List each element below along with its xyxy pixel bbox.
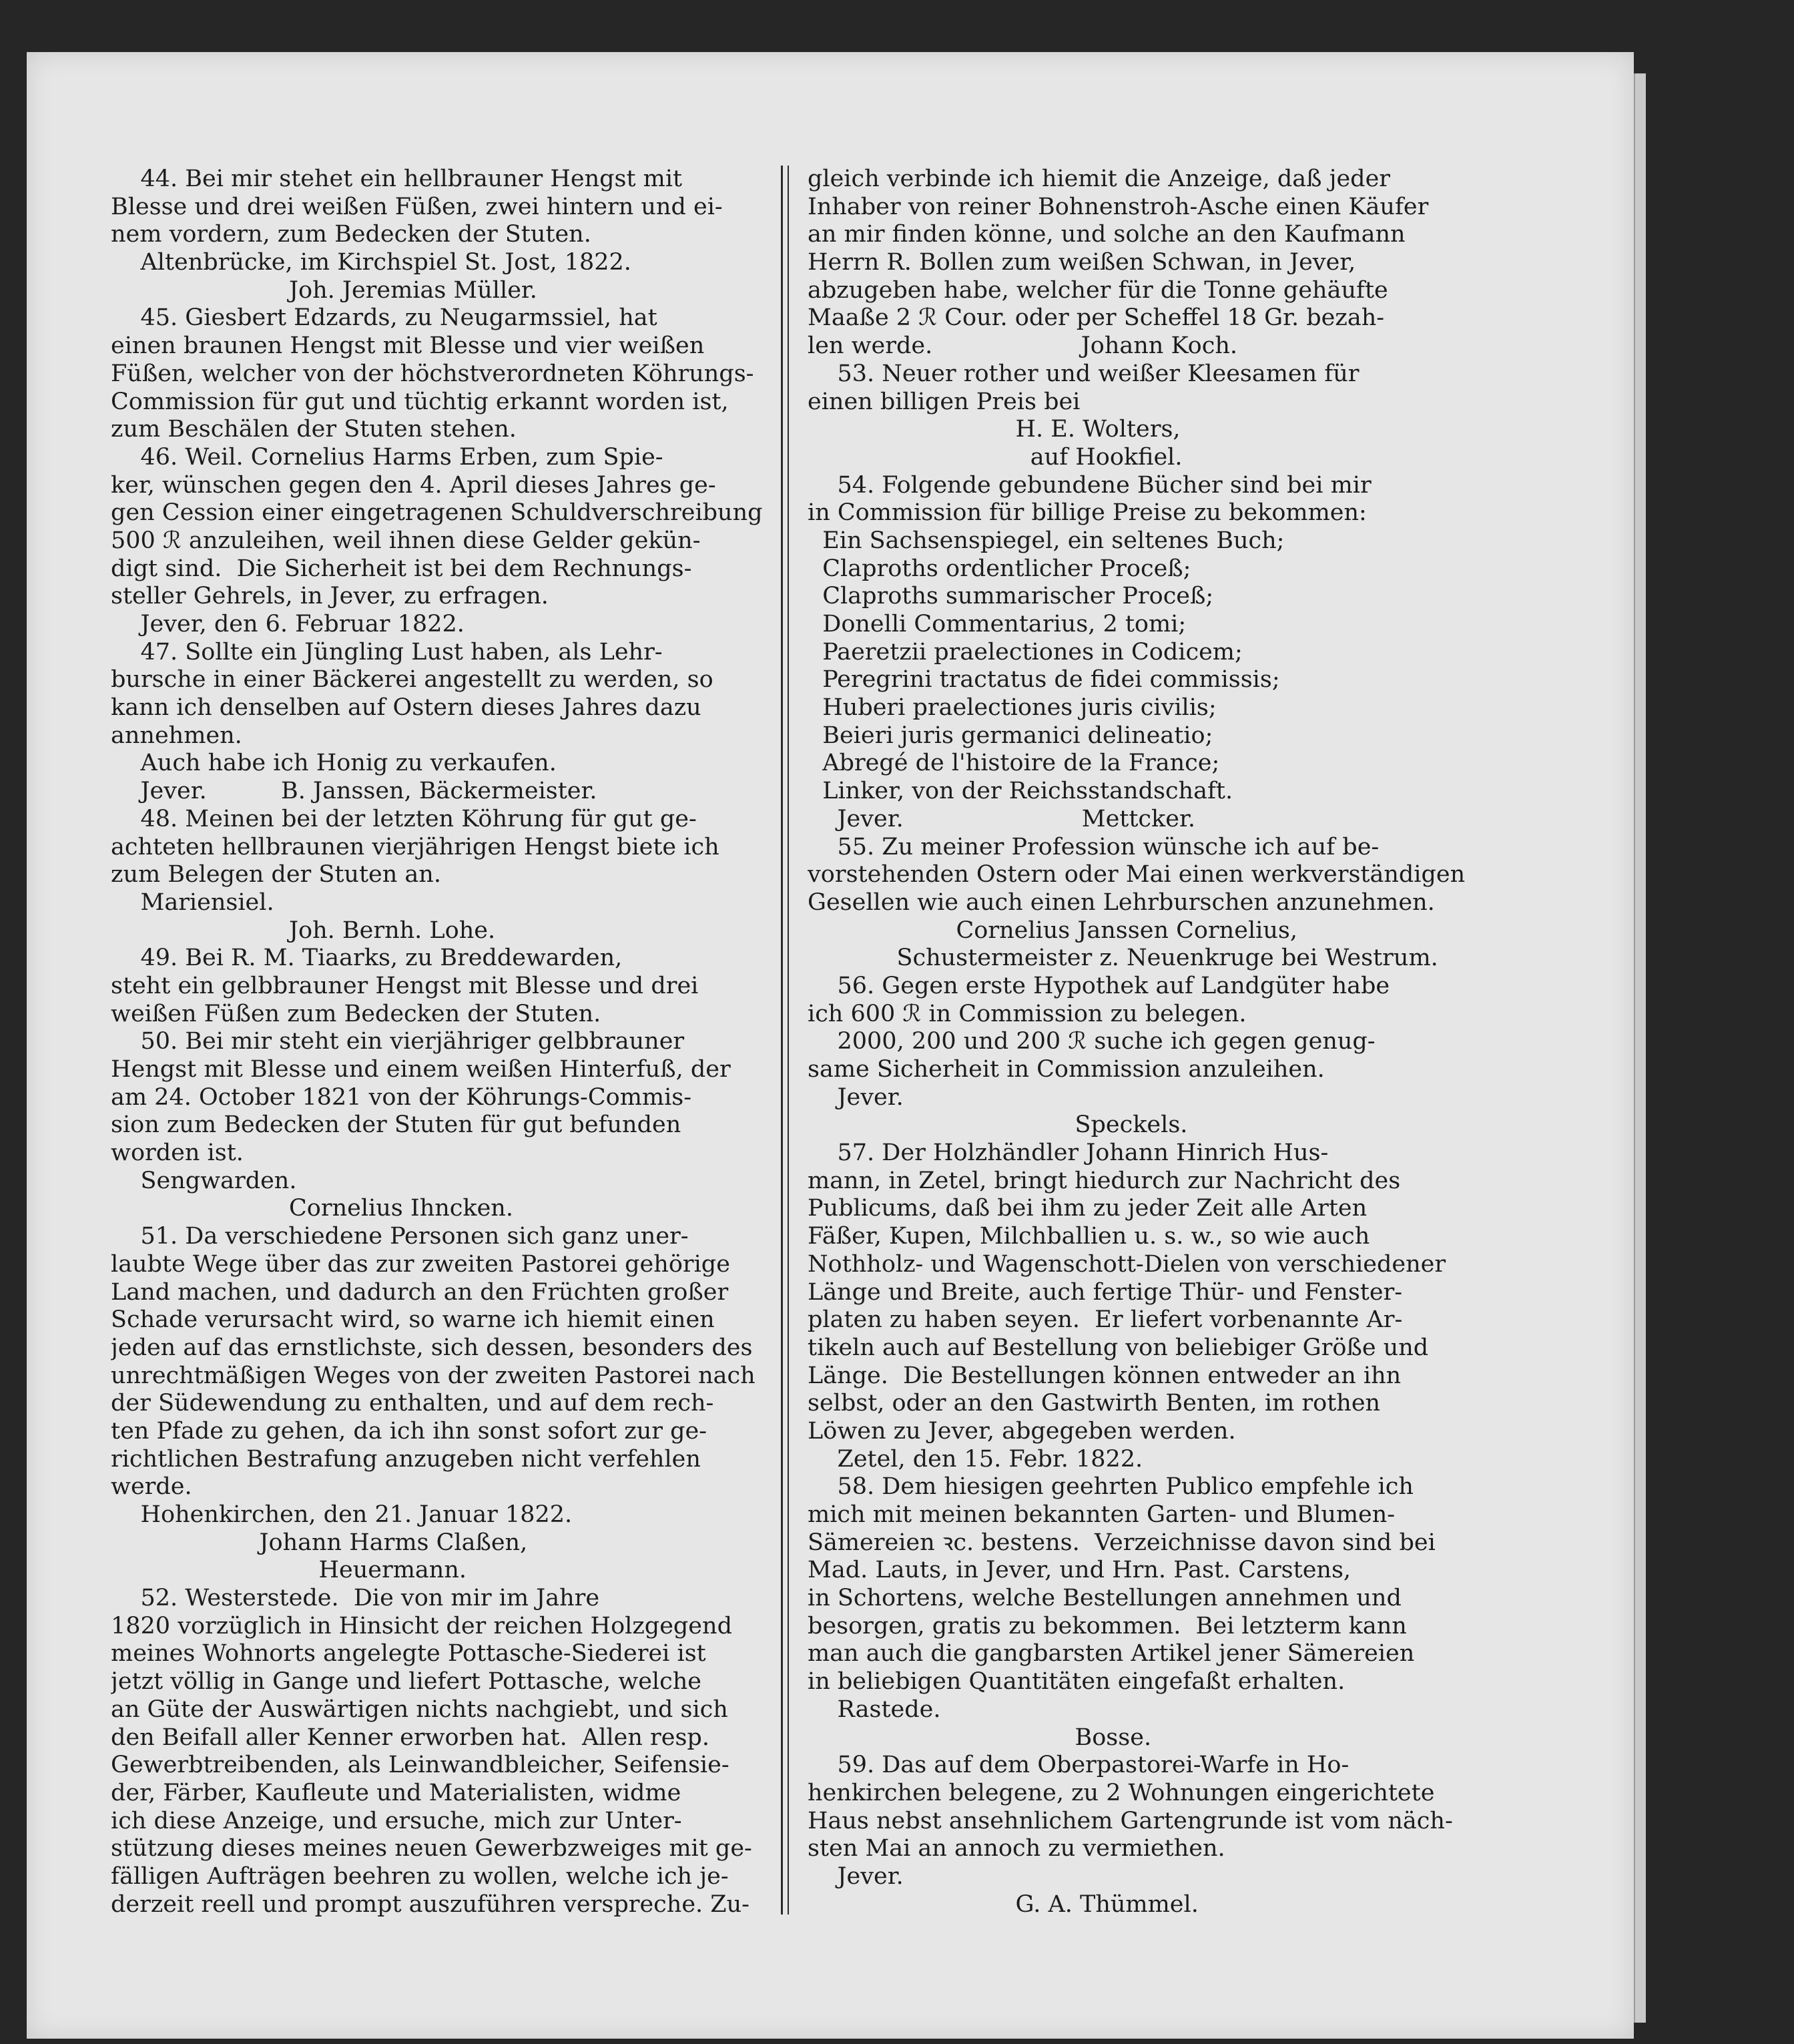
text-line: Joh. Bernh. Lohe. bbox=[111, 917, 496, 944]
text-line: der, Färber, Kaufleute und Materialisten, widme bbox=[111, 1779, 681, 1806]
text-line: Jever. bbox=[808, 1862, 904, 1890]
text-line: nem vordern, zum Bedecken der Stuten. bbox=[111, 221, 591, 248]
text-line: Haus nebst ansehnlichem Gartengrunde ist vom näch- bbox=[808, 1807, 1453, 1834]
text-line: 57. Der Holzhändler Johann Hinrich Hus- bbox=[808, 1139, 1329, 1167]
text-line: Publicums, daß bei ihm zu jeder Zeit alle Arten bbox=[808, 1195, 1368, 1222]
text-line: an Güte der Auswärtigen nichts nachgiebt, und sich bbox=[111, 1696, 728, 1723]
text-line: weißen Füßen zum Bedecken der Stuten. bbox=[111, 1000, 601, 1027]
text-line: vorstehenden Ostern oder Mai einen werkverständigen bbox=[808, 861, 1466, 888]
text-line: Peregrini tractatus de fidei commissis; bbox=[808, 666, 1280, 694]
text-line: Cornelius Ihncken. bbox=[111, 1195, 513, 1222]
text-line: 45. Giesbert Edzards, zu Neugarmssiel, hat bbox=[111, 304, 657, 332]
text-line: man auch die gangbarsten Artikel jener Sämereien bbox=[808, 1640, 1415, 1668]
text-line: G. A. Thümmel. bbox=[808, 1890, 1199, 1918]
text-line: Rastede. bbox=[808, 1696, 941, 1723]
text-line: Auch habe ich Honig zu verkaufen. bbox=[111, 750, 557, 777]
text-line: Heuermann. bbox=[111, 1557, 467, 1584]
text-line: sion zum Bedecken der Stuten für gut befunden bbox=[111, 1111, 681, 1139]
text-line: Johann Harms Claßen, bbox=[111, 1529, 528, 1556]
text-line: in beliebigen Quantitäten eingefaßt erhalten. bbox=[808, 1668, 1346, 1696]
text-line: Abregé de l'histoire de la France; bbox=[808, 750, 1220, 777]
text-line: zum Beschälen der Stuten stehen. bbox=[111, 416, 517, 443]
text-line: worden ist. bbox=[111, 1139, 244, 1167]
text-line: gleich verbinde ich hiemit die Anzeige, daß jeder bbox=[808, 166, 1391, 192]
text-line: Mariensiel. bbox=[111, 888, 274, 916]
text-line: 55. Zu meiner Profession wünsche ich auf be- bbox=[808, 833, 1380, 860]
text-line: 54. Folgende gebundene Bücher sind bei mir bbox=[808, 471, 1372, 499]
text-line: Commission für gut und tüchtig erkannt worden ist, bbox=[111, 388, 729, 415]
text-line: len werde. Johann Koch. bbox=[808, 332, 1237, 360]
text-line: 47. Sollte ein Jüngling Lust haben, als Lehr- bbox=[111, 638, 663, 666]
text-line: mann, in Zetel, bringt hiedurch zur Nachricht des bbox=[808, 1167, 1401, 1194]
text-line: Maaße 2 ℛ Cour. oder per Scheffel 18 Gr. bezah- bbox=[808, 304, 1385, 332]
column-rule bbox=[781, 166, 783, 1914]
text-line: in Schortens, welche Bestellungen annehmen und bbox=[808, 1585, 1402, 1612]
text-line: derzeit reell und prompt auszuführen verspreche. Zu- bbox=[111, 1890, 750, 1918]
text-line: same Sicherheit in Commission anzuleihen. bbox=[808, 1056, 1325, 1083]
text-line: auf Hookfiel. bbox=[808, 443, 1183, 471]
text-line: stützung dieses meines neuen Gewerbzweiges mit ge- bbox=[111, 1835, 752, 1862]
text-line: sten Mai an annoch zu vermiethen. bbox=[808, 1835, 1225, 1862]
text-line: unrechtmäßigen Weges von der zweiten Pastorei nach bbox=[111, 1362, 756, 1389]
text-line: gen Cession einer eingetragenen Schuldverschreibung bbox=[111, 499, 763, 527]
text-line: Linker, von der Reichsstandschaft. bbox=[808, 778, 1233, 805]
text-line: Bosse. bbox=[808, 1724, 1152, 1751]
text-line: Zetel, den 15. Febr. 1822. bbox=[808, 1445, 1143, 1473]
text-line: 58. Dem hiesigen geehrten Publico empfehle ich bbox=[808, 1473, 1414, 1501]
text-line: Blesse und drei weißen Füßen, zwei hintern und ei- bbox=[111, 193, 723, 220]
text-line: 59. Das auf dem Oberpastorei-Warfe in Ho- bbox=[808, 1752, 1350, 1779]
text-line: Fäßer, Kupen, Milchballien u. s. w., so wie auch bbox=[808, 1223, 1370, 1250]
text-line: Hengst mit Blesse und einem weißen Hinterfuß, der bbox=[111, 1056, 731, 1083]
text-line: Jever. B. Janssen, Bäckermeister. bbox=[111, 778, 597, 805]
text-line: einen braunen Hengst mit Blesse und vier weißen bbox=[111, 332, 705, 360]
text-line: bursche in einer Bäckerei angestellt zu werden, so bbox=[111, 666, 713, 694]
text-line: Mad. Lauts, in Jever, und Hrn. Past. Carstens, bbox=[808, 1557, 1352, 1584]
text-line: besorgen, gratis zu bekommen. Bei letzterm kann bbox=[808, 1612, 1407, 1639]
text-line: richtlichen Bestrafung anzugeben nicht verfehlen bbox=[111, 1445, 701, 1473]
text-line: Joh. Jeremias Müller. bbox=[111, 276, 537, 304]
text-line: ker, wünschen gegen den 4. April dieses Jahres ge- bbox=[111, 471, 716, 499]
text-line: Schustermeister z. Neuenkruge bei Westrum. bbox=[808, 945, 1438, 972]
text-line: Hohenkirchen, den 21. Januar 1822. bbox=[111, 1501, 573, 1528]
text-line: 48. Meinen bei der letzten Köhrung für gut ge- bbox=[111, 805, 697, 832]
text-line: 51. Da verschiedene Personen sich ganz uner- bbox=[111, 1223, 689, 1250]
text-line: 500 ℛ anzuleihen, weil ihnen diese Gelder gekün- bbox=[111, 527, 701, 554]
text-line: Füßen, welcher von der höchstverordneten Köhrungs- bbox=[111, 360, 754, 387]
text-line: kann ich denselben auf Ostern dieses Jahres dazu bbox=[111, 694, 701, 722]
text-line: H. E. Wolters, bbox=[808, 416, 1181, 443]
text-line: selbst, oder an den Gastwirth Benten, im rothen bbox=[808, 1390, 1381, 1417]
text-line: Cornelius Janssen Cornelius, bbox=[808, 917, 1297, 944]
text-line: fälligen Aufträgen beehren zu wollen, welche ich je- bbox=[111, 1862, 729, 1890]
text-line: werde. bbox=[111, 1473, 192, 1501]
text-line: mich mit meinen bekannten Garten- und Blumen- bbox=[808, 1501, 1396, 1528]
text-line: Länge und Breite, auch fertige Thür- und Fenster- bbox=[808, 1278, 1403, 1306]
right-column bbox=[808, 166, 1468, 1919]
page-edge bbox=[1634, 73, 1646, 2023]
left-column bbox=[111, 166, 765, 1919]
text-line: an mir finden könne, und solche an den Kaufmann bbox=[808, 221, 1406, 248]
text-line: Gesellen wie auch einen Lehrburschen anzunehmen. bbox=[808, 888, 1435, 916]
text-line: Land machen, und dadurch an den Früchten großer bbox=[111, 1278, 729, 1306]
text-line: Beieri juris germanici delineatio; bbox=[808, 722, 1213, 749]
text-line: Sengwarden. bbox=[111, 1167, 297, 1194]
text-line: Claproths summarischer Proceß; bbox=[808, 583, 1214, 610]
text-line: Jever, den 6. Februar 1822. bbox=[111, 611, 465, 637]
text-line: Schade verursacht wird, so warne ich hiemit einen bbox=[111, 1306, 715, 1334]
text-line: 1820 vorzüglich in Hinsicht der reichen Holzgegend bbox=[111, 1612, 732, 1639]
text-line: Jever. bbox=[808, 1083, 904, 1111]
text-line: Länge. Die Bestellungen können entweder an ihn bbox=[808, 1362, 1402, 1389]
text-line: 46. Weil. Cornelius Harms Erben, zum Spie- bbox=[111, 443, 663, 471]
text-line: zum Belegen der Stuten an. bbox=[111, 861, 441, 888]
text-line: Herrn R. Bollen zum weißen Schwan, in Jever, bbox=[808, 249, 1356, 276]
text-line: der Südewendung zu enthalten, und auf dem rech- bbox=[111, 1390, 714, 1417]
text-line: Jever. Mettcker. bbox=[808, 805, 1195, 832]
text-line: Donelli Commentarius, 2 tomi; bbox=[808, 611, 1187, 637]
text-line: am 24. October 1821 von der Köhrungs-Commis- bbox=[111, 1083, 692, 1111]
text-line: digt sind. Die Sicherheit ist bei dem Rechnungs- bbox=[111, 555, 692, 582]
text-line: annehmen. bbox=[111, 722, 242, 749]
text-line: Ein Sachsenspiegel, ein seltenes Buch; bbox=[808, 527, 1285, 554]
text-line: tikeln auch auf Bestellung von beliebiger Größe und bbox=[808, 1334, 1429, 1361]
text-line: achteten hellbraunen vierjährigen Hengst biete ich bbox=[111, 833, 719, 860]
text-line: 49. Bei R. M. Tiaarks, zu Breddewarden, bbox=[111, 945, 623, 972]
text-line: 50. Bei mir steht ein vierjähriger gelbbrauner bbox=[111, 1028, 685, 1055]
text-line: Paeretzii praelectiones in Codicem; bbox=[808, 638, 1243, 666]
text-line: jetzt völlig in Gange und liefert Pottasche, welche bbox=[111, 1668, 701, 1696]
text-line: Altenbrücke, im Kirchspiel St. Jost, 1822. bbox=[111, 249, 631, 276]
text-line: Claproths ordentlicher Proceß; bbox=[808, 555, 1191, 582]
text-line: Inhaber von reiner Bohnenstroh-Asche einen Käufer bbox=[808, 193, 1429, 220]
text-line: Huberi praelectiones juris civilis; bbox=[808, 694, 1217, 722]
text-line: platen zu haben seyen. Er liefert vorbenannte Ar- bbox=[808, 1306, 1403, 1334]
text-line: Sämereien ꝛc. bestens. Verzeichnisse davon sind bei bbox=[808, 1529, 1436, 1556]
text-line: ich diese Anzeige, und ersuche, mich zur Unter- bbox=[111, 1807, 682, 1834]
text-line: den Beifall aller Kenner erworben hat. Allen resp. bbox=[111, 1724, 709, 1751]
text-line: Nothholz- und Wagenschott-Dielen von verschiedener bbox=[808, 1250, 1446, 1278]
text-line: 56. Gegen erste Hypothek auf Landgüter habe bbox=[808, 972, 1390, 999]
text-line: steht ein gelbbrauner Hengst mit Blesse und drei bbox=[111, 972, 699, 999]
text-line: henkirchen belegene, zu 2 Wohnungen eingerichtete bbox=[808, 1779, 1435, 1806]
text-line: ten Pfade zu gehen, da ich ihn sonst sofort zur ge- bbox=[111, 1417, 707, 1445]
text-line: in Commission für billige Preise zu bekommen: bbox=[808, 499, 1367, 527]
column-rule-inner bbox=[788, 166, 789, 1914]
text-line: laubte Wege über das zur zweiten Pastorei gehörige bbox=[111, 1250, 730, 1278]
text-line: einen billigen Preis bei bbox=[808, 388, 1081, 415]
text-line: Gewerbtreibenden, als Leinwandbleicher, Seifensie- bbox=[111, 1752, 729, 1779]
text-line: 53. Neuer rother und weißer Kleesamen für bbox=[808, 360, 1360, 387]
text-line: steller Gehrels, in Jever, zu erfragen. bbox=[111, 583, 549, 610]
text-line: Speckels. bbox=[808, 1111, 1188, 1139]
text-line: abzugeben habe, welcher für die Tonne gehäufte bbox=[808, 276, 1388, 304]
text-line: 44. Bei mir stehet ein hellbrauner Hengst mit bbox=[111, 166, 683, 192]
text-line: Löwen zu Jever, abgegeben werden. bbox=[808, 1417, 1236, 1445]
text-line: ich 600 ℛ in Commission zu belegen. bbox=[808, 1000, 1247, 1027]
newspaper-page bbox=[27, 52, 1634, 2039]
text-line: 2000, 200 und 200 ℛ suche ich gegen genug- bbox=[808, 1028, 1376, 1055]
text-line: meines Wohnorts angelegte Pottasche-Siederei ist bbox=[111, 1640, 706, 1668]
text-line: jeden auf das ernstlichste, sich dessen, besonders des bbox=[111, 1334, 753, 1361]
text-line: 52. Westerstede. Die von mir im Jahre bbox=[111, 1585, 600, 1612]
